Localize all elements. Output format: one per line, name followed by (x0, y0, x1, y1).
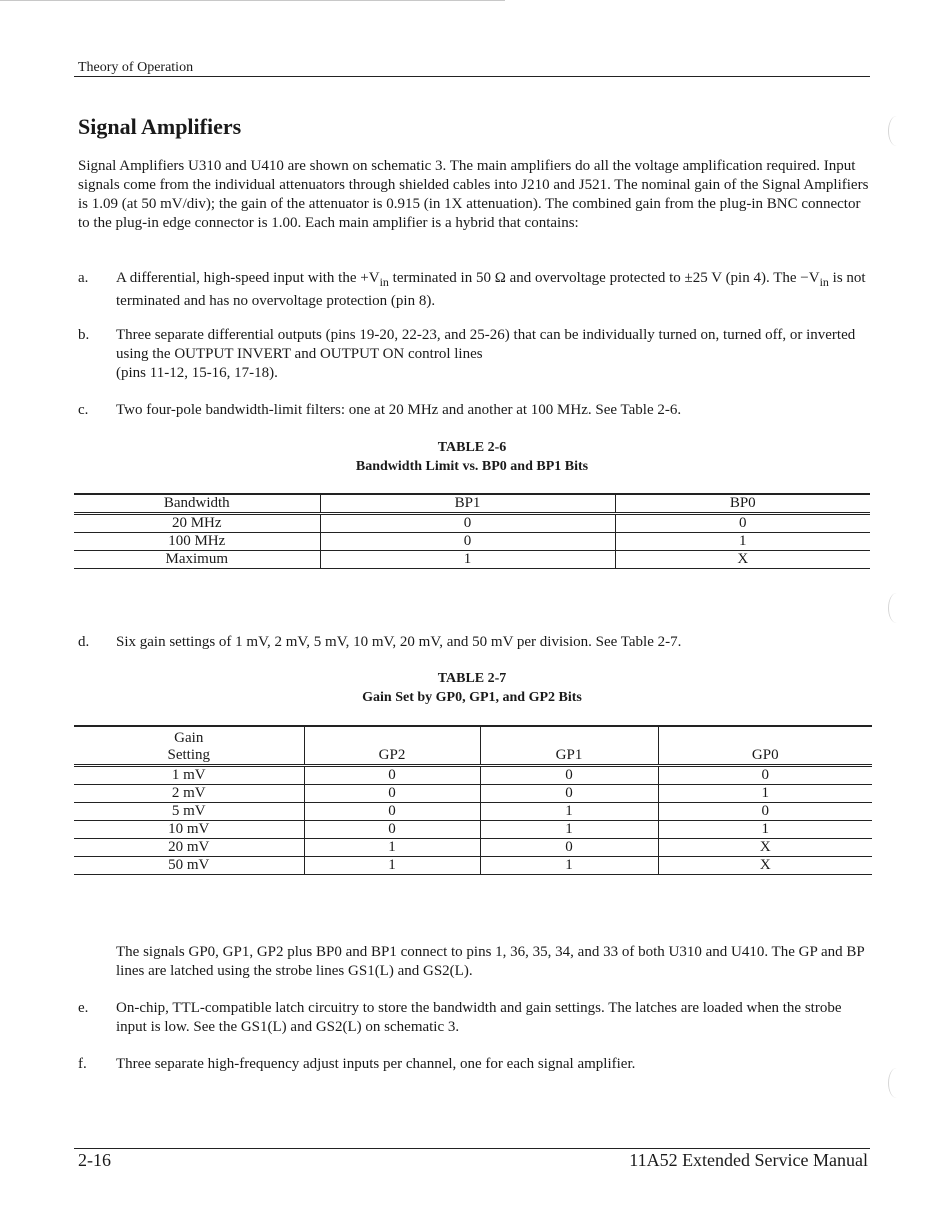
table-cell: 1 (480, 856, 658, 874)
table-cell: 0 (480, 784, 658, 802)
table-cell: 1 (304, 856, 480, 874)
column-header: GP0 (658, 726, 872, 765)
table-cell: 2 mV (171, 784, 206, 801)
signal-note-paragraph: The signals GP0, GP1, GP2 plus BP0 and BP1 connect to pins 1, 36, 35, 34, and 33 of both U310 and U410. The GP and BP lines are latched using the strobe lines GS1(L) and GS2(L). (116, 944, 865, 979)
table-cell: 0 (480, 765, 658, 784)
table-cell: 50 mV (168, 856, 210, 873)
table-cell: 20 MHz (171, 515, 222, 531)
item-text-c: Two four-pole bandwidth-limit filters: one at 20 MHz and another at 100 MHz. See Table 2-6. (116, 402, 682, 418)
column-header: BP0 (615, 494, 870, 514)
table-cell: 1 (658, 784, 872, 802)
table-2-6-caption: Bandwidth Limit vs. BP0 and BP1 Bits (355, 459, 589, 474)
item-letter-f: f. (78, 1056, 87, 1072)
item-letter-a: a. (78, 270, 89, 286)
bandwidth-table (74, 493, 870, 569)
table-cell: 1 (480, 820, 658, 838)
table-cell: 1 (658, 820, 872, 838)
item-letter-c: c. (78, 402, 89, 418)
table-cell: 0 (320, 533, 615, 551)
table-cell: 20 mV (168, 838, 210, 855)
running-header: Theory of Operation (78, 60, 194, 75)
table-cell: 0 (615, 514, 870, 533)
table-row (74, 856, 872, 874)
table-cell: 100 MHz (168, 533, 226, 549)
table-cell: X (658, 856, 872, 874)
scan-edge-line (0, 0, 505, 1)
column-header: Gain Setting (167, 729, 210, 763)
table-row (74, 533, 870, 551)
manual-title: 11A52 Extended Service Manual (629, 1150, 868, 1170)
table-cell: 0 (658, 765, 872, 784)
table-row (74, 802, 872, 820)
table-cell: 0 (320, 514, 615, 533)
section-title: Signal Amplifiers (78, 114, 242, 139)
item-text-a: A differential, high-speed input with the $+V_{in}$ terminated in 50 Ω and overvoltage protected to ±25 V (pin 4). The $-V_{in}$ is not terminated and has no overvoltage protection (pin 8). (116, 270, 866, 309)
table-cell: 5 mV (171, 802, 206, 819)
table-row (74, 514, 870, 533)
table-row (74, 820, 872, 838)
table-cell: X (658, 838, 872, 856)
item-letter-b: b. (78, 327, 90, 343)
binder-hole-mark (888, 593, 905, 623)
table-row (74, 784, 872, 802)
item-text-b: Three separate differential outputs (pins 19-20, 22-23, and 25-26) that can be individually turned on, turned off, or inverted using the OUTPUT INVERT and OUTPUT ON control lines (pins 11-12, 15-16, 17-18). (116, 327, 856, 381)
table-cell: 0 (304, 784, 480, 802)
table-cell: Maximum (165, 551, 228, 567)
table-cell: 1 (480, 802, 658, 820)
item-text-d: Six gain settings of 1 mV, 2 mV, 5 mV, 10 mV, 20 mV, and 50 mV per division. See Table 2-7. (116, 634, 682, 650)
table-cell: 1 (304, 838, 480, 856)
column-header: BP1 (320, 494, 615, 514)
table-row (74, 551, 870, 569)
table-cell: 0 (304, 802, 480, 820)
table-cell: X (615, 551, 870, 569)
table-header-row (74, 494, 870, 514)
table-cell: 10 mV (168, 820, 210, 837)
table-row (74, 765, 872, 784)
item-letter-d: d. (78, 634, 90, 650)
table-cell: 1 mV (171, 766, 206, 783)
table-2-6-label: TABLE 2-6 (437, 440, 507, 455)
table-header-row (74, 726, 872, 765)
table-2-7-label: TABLE 2-7 (437, 671, 507, 686)
table-cell: 0 (304, 820, 480, 838)
table-cell: 0 (658, 802, 872, 820)
header-rule (74, 76, 870, 77)
gain-table (74, 725, 872, 875)
table-row (74, 838, 872, 856)
page-number: 2-16 (78, 1150, 111, 1170)
table-cell: 0 (480, 838, 658, 856)
table-cell: 1 (615, 533, 870, 551)
column-header: Bandwidth (163, 495, 230, 511)
binder-hole-mark (888, 116, 905, 146)
item-letter-e: e. (78, 1000, 89, 1016)
item-text-f: Three separate high-frequency adjust inputs per channel, one for each signal amplifier. (116, 1056, 636, 1072)
item-text-e: On-chip, TTL-compatible latch circuitry to store the bandwidth and gain settings. The latches are loaded when the strobe input is low. See the GS1(L) and GS2(L) on schematic 3. (116, 1000, 842, 1035)
column-header: GP1 (480, 726, 658, 765)
table-cell: 1 (320, 551, 615, 569)
footer-rule (74, 1148, 870, 1149)
column-header: GP2 (304, 726, 480, 765)
table-2-7-caption: Gain Set by GP0, GP1, and GP2 Bits (362, 690, 582, 705)
binder-hole-mark (888, 1068, 905, 1098)
intro-paragraph: Signal Amplifiers U310 and U410 are shown on schematic 3. The main amplifiers do all the voltage amplification required. Input signals come from the individual attenuators through shielded cables into J210 and J521. The nominal gain of the Signal Amplifiers is 1.09 (at 50 mV/div); the gain of the attenuator is 0.915 (in 1X attenuation). The combined gain from the plug-in BNC connector to the plug-in edge connector is 1.00. Each main amplifier is a hybrid that contains: (78, 158, 869, 231)
table-cell: 0 (304, 765, 480, 784)
